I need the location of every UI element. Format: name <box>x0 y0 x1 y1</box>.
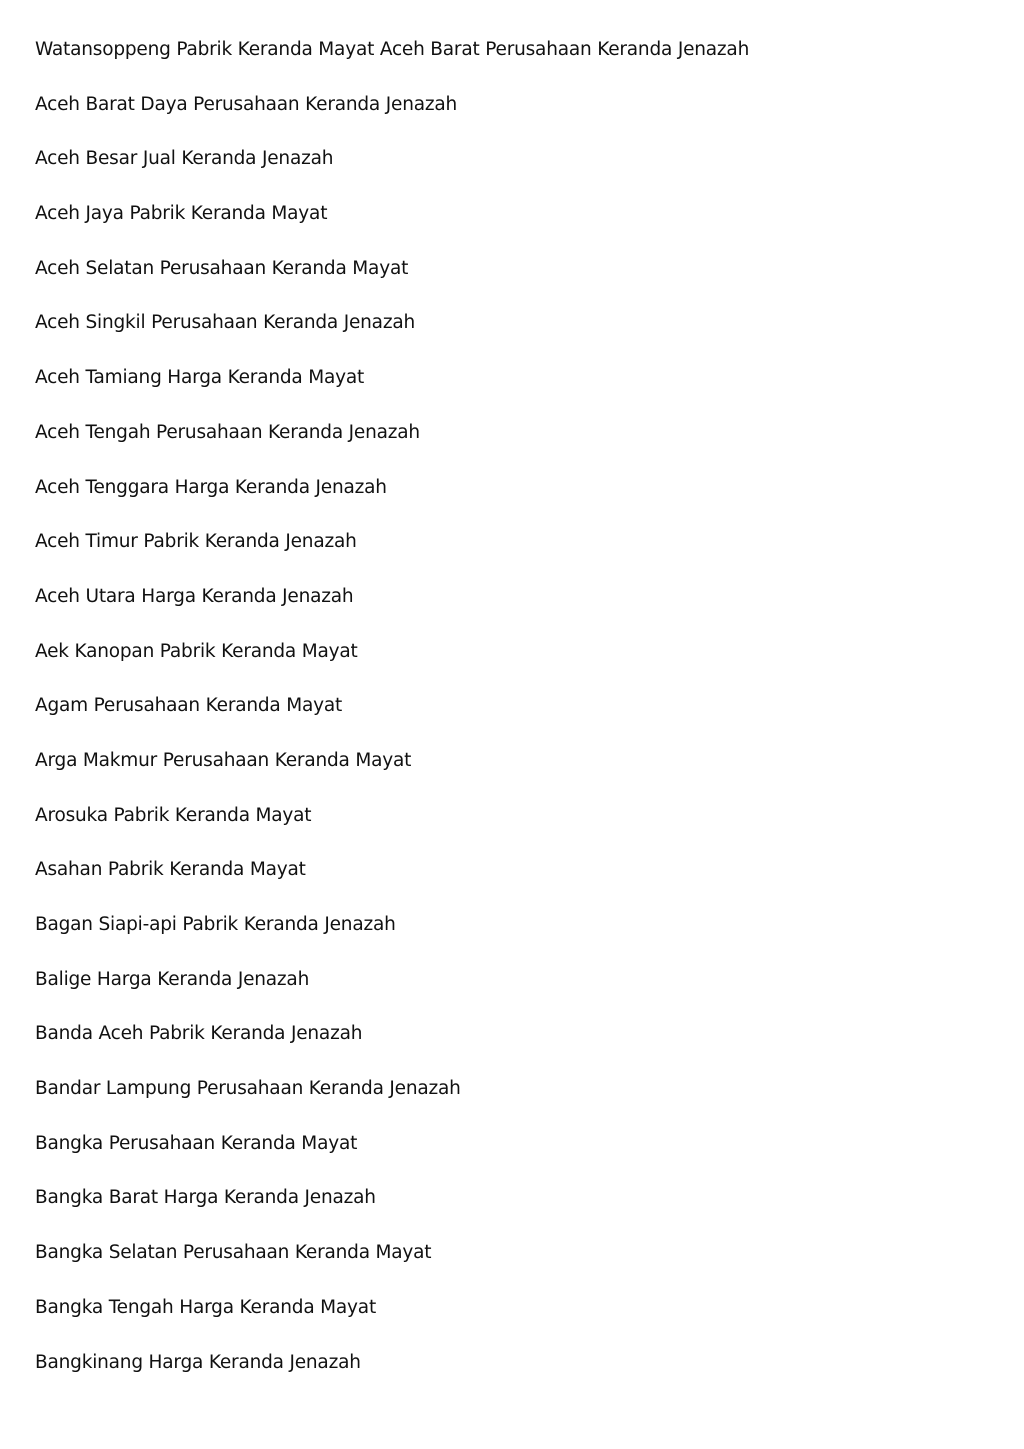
text-line-list <box>35 36 995 1403</box>
text-line: Aceh Barat Daya Perusahaan Keranda Jenazah <box>35 93 458 115</box>
text-line: Aceh Selatan Perusahaan Keranda Mayat <box>35 257 409 279</box>
text-line: Aceh Besar Jual Keranda Jenazah <box>35 148 334 170</box>
text-line: Aceh Tamiang Harga Keranda Mayat <box>35 367 365 389</box>
text-line: Aceh Jaya Pabrik Keranda Mayat <box>35 203 328 225</box>
text-line: Watansoppeng Pabrik Keranda Mayat Aceh Barat Perusahaan Keranda Jenazah <box>35 39 750 60</box>
text-line: Asahan Pabrik Keranda Mayat <box>35 859 306 881</box>
text-line: Aceh Singkil Perusahaan Keranda Jenazah <box>35 312 415 334</box>
text-line: Bangka Perusahaan Keranda Mayat <box>35 1132 358 1154</box>
text-line: Balige Harga Keranda Jenazah <box>35 968 310 990</box>
text-line: Aceh Utara Harga Keranda Jenazah <box>35 585 354 607</box>
text-line: Arga Makmur Perusahaan Keranda Mayat <box>35 749 412 771</box>
text-line: Banda Aceh Pabrik Keranda Jenazah <box>35 1023 363 1045</box>
text-line: Bangkinang Harga Keranda Jenazah <box>35 1351 361 1373</box>
text-line: Bangka Tengah Harga Keranda Mayat <box>35 1296 376 1318</box>
text-line: Agam Perusahaan Keranda Mayat <box>35 695 343 717</box>
text-line: Bangka Barat Harga Keranda Jenazah <box>35 1187 376 1209</box>
text-line: Aceh Tengah Perusahaan Keranda Jenazah <box>35 421 420 443</box>
text-line: Arosuka Pabrik Keranda Mayat <box>35 804 312 826</box>
text-line: Bagan Siapi-api Pabrik Keranda Jenazah <box>35 914 396 935</box>
text-line: Aceh Timur Pabrik Keranda Jenazah <box>35 531 357 553</box>
text-line: Bangka Selatan Perusahaan Keranda Mayat <box>35 1242 432 1264</box>
text-line: Bandar Lampung Perusahaan Keranda Jenazah <box>35 1078 461 1100</box>
text-line: Aek Kanopan Pabrik Keranda Mayat <box>35 640 358 662</box>
text-line: Aceh Tenggara Harga Keranda Jenazah <box>35 476 387 498</box>
